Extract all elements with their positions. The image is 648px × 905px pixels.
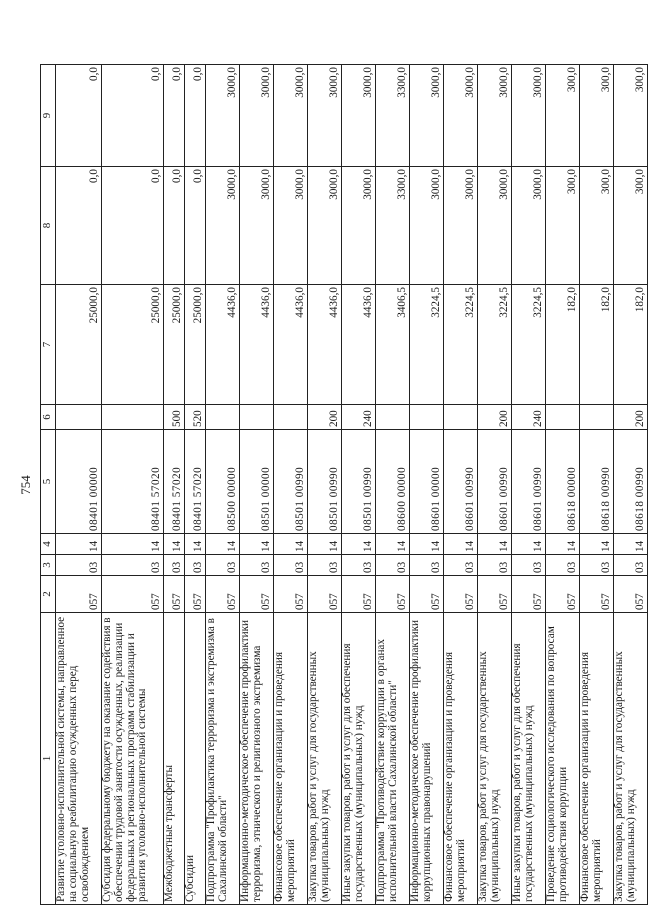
- cell-name: Проведение социологического исследования по вопросам противодействия коррупции: [546, 613, 580, 905]
- column-header: 6: [41, 405, 56, 430]
- cell-csr: 08501 00990: [342, 430, 376, 534]
- table-row: [614, 65, 648, 905]
- column-header: 2: [41, 576, 56, 613]
- cell-v9: 3000,0: [512, 65, 546, 167]
- cell-name: Развитие уголовно-исполнительной системы, направленное на социальную реабилитацию осужденных перед освобождением: [56, 613, 102, 905]
- cell-rz: 03: [546, 555, 580, 576]
- cell-name: Межбюджетные трансферты: [164, 613, 185, 905]
- cell-vr: 200: [308, 405, 342, 430]
- cell-grbs: 057: [580, 576, 614, 613]
- cell-v7: 182,0: [580, 285, 614, 405]
- table-row: [206, 65, 240, 905]
- cell-v9: 0,0: [56, 65, 102, 167]
- cell-rz: 03: [102, 555, 164, 576]
- cell-v9: 3000,0: [410, 65, 444, 167]
- cell-v9: 300,0: [580, 65, 614, 167]
- cell-csr: 08501 00000: [240, 430, 274, 534]
- cell-v9: 300,0: [614, 65, 648, 167]
- cell-csr: 08501 00990: [308, 430, 342, 534]
- cell-csr: 08600 00000: [376, 430, 410, 534]
- cell-v7: 25000,0: [102, 285, 164, 405]
- cell-pr: 14: [185, 534, 206, 555]
- table-row: [102, 65, 164, 905]
- cell-v7: 4436,0: [206, 285, 240, 405]
- cell-pr: 14: [308, 534, 342, 555]
- column-header: 5: [41, 430, 56, 534]
- table-row: [185, 65, 206, 905]
- cell-v7: 182,0: [546, 285, 580, 405]
- cell-name: Закупка товаров, работ и услуг для государственных (муниципальных) нужд: [614, 613, 648, 905]
- cell-rz: 03: [342, 555, 376, 576]
- cell-csr: 08601 00990: [512, 430, 546, 534]
- cell-rz: 03: [274, 555, 308, 576]
- cell-pr: 14: [164, 534, 185, 555]
- cell-grbs: 057: [546, 576, 580, 613]
- cell-vr: [274, 405, 308, 430]
- cell-vr: [56, 405, 102, 430]
- table-row: [274, 65, 308, 905]
- cell-grbs: 057: [240, 576, 274, 613]
- cell-rz: 03: [444, 555, 478, 576]
- cell-v7: 3224,5: [410, 285, 444, 405]
- cell-vr: 500: [164, 405, 185, 430]
- cell-v7: 25000,0: [185, 285, 206, 405]
- cell-v8: 300,0: [580, 167, 614, 285]
- cell-vr: 240: [512, 405, 546, 430]
- cell-grbs: 057: [478, 576, 512, 613]
- cell-rz: 03: [164, 555, 185, 576]
- cell-v8: 3000,0: [444, 167, 478, 285]
- cell-v8: 3000,0: [240, 167, 274, 285]
- cell-v7: 4436,0: [308, 285, 342, 405]
- cell-pr: 14: [614, 534, 648, 555]
- cell-rz: 03: [206, 555, 240, 576]
- budget-table: [40, 64, 648, 905]
- cell-v8: 0,0: [164, 167, 185, 285]
- cell-vr: 200: [614, 405, 648, 430]
- cell-v9: 3000,0: [444, 65, 478, 167]
- cell-pr: 14: [376, 534, 410, 555]
- cell-name: Субсидия федеральному бюджету на оказание содействия в обеспечении трудовой занятости осужденных, реализации федеральных и региональных программ стабилизации и развития уголовно-исполнительной системы: [102, 613, 164, 905]
- cell-name: Информационно-методическое обеспечение профилактики терроризма, этнического и религиозного экстремизма: [240, 613, 274, 905]
- cell-vr: [410, 405, 444, 430]
- cell-v7: 182,0: [614, 285, 648, 405]
- cell-grbs: 057: [444, 576, 478, 613]
- cell-csr: 08601 00990: [444, 430, 478, 534]
- cell-csr: 08618 00990: [580, 430, 614, 534]
- column-header: 8: [41, 167, 56, 285]
- cell-name: Иные закупки товаров, работ и услуг для обеспечения государственных (муниципальных) нужд: [512, 613, 546, 905]
- cell-v8: 3000,0: [206, 167, 240, 285]
- cell-name: Закупка товаров, работ и услуг для государственных (муниципальных) нужд: [308, 613, 342, 905]
- cell-v7: 3224,5: [512, 285, 546, 405]
- cell-rz: 03: [614, 555, 648, 576]
- table-header: [41, 65, 56, 905]
- cell-v9: 3000,0: [308, 65, 342, 167]
- cell-pr: 14: [478, 534, 512, 555]
- cell-v9: 0,0: [102, 65, 164, 167]
- cell-v7: 4436,0: [274, 285, 308, 405]
- cell-v9: 3000,0: [206, 65, 240, 167]
- table-row: [376, 65, 410, 905]
- cell-csr: 08401 57020: [185, 430, 206, 534]
- table-row: [512, 65, 546, 905]
- cell-rz: 03: [580, 555, 614, 576]
- cell-v9: 3000,0: [240, 65, 274, 167]
- cell-v8: 3000,0: [308, 167, 342, 285]
- table-row: [164, 65, 185, 905]
- table-row: [240, 65, 274, 905]
- cell-name: Информационно-методическое обеспечение профилактики коррупционных правонарушений: [410, 613, 444, 905]
- page-number: 754: [18, 475, 33, 495]
- column-header: 4: [41, 534, 56, 555]
- cell-v8: 3000,0: [274, 167, 308, 285]
- cell-v8: 3300,0: [376, 167, 410, 285]
- cell-v9: 0,0: [164, 65, 185, 167]
- cell-vr: 200: [478, 405, 512, 430]
- cell-pr: 14: [546, 534, 580, 555]
- cell-grbs: 057: [206, 576, 240, 613]
- table-row: [56, 65, 102, 905]
- cell-name: Иные закупки товаров, работ и услуг для обеспечения государственных (муниципальных) нужд: [342, 613, 376, 905]
- cell-csr: 08618 00990: [614, 430, 648, 534]
- cell-v9: 300,0: [546, 65, 580, 167]
- rotated-document-page: [18, 65, 647, 905]
- cell-name: Финансовое обеспечение организации и проведения мероприятий: [274, 613, 308, 905]
- cell-vr: [206, 405, 240, 430]
- column-header: 1: [41, 613, 56, 905]
- cell-v9: 3000,0: [478, 65, 512, 167]
- cell-pr: 14: [410, 534, 444, 555]
- cell-csr: 08618 00000: [546, 430, 580, 534]
- table-row: [342, 65, 376, 905]
- table-row: [546, 65, 580, 905]
- cell-grbs: 057: [164, 576, 185, 613]
- column-header: 9: [41, 65, 56, 167]
- table-row: [410, 65, 444, 905]
- cell-csr: 08601 00000: [410, 430, 444, 534]
- cell-vr: [546, 405, 580, 430]
- cell-v8: 3000,0: [478, 167, 512, 285]
- cell-pr: 14: [206, 534, 240, 555]
- cell-csr: 08601 00990: [478, 430, 512, 534]
- cell-rz: 03: [185, 555, 206, 576]
- cell-name: Финансовое обеспечение организации и проведения мероприятий: [444, 613, 478, 905]
- cell-vr: [240, 405, 274, 430]
- cell-v8: 3000,0: [410, 167, 444, 285]
- cell-grbs: 057: [512, 576, 546, 613]
- cell-v7: 3224,5: [478, 285, 512, 405]
- cell-pr: 14: [102, 534, 164, 555]
- cell-v7: 4436,0: [240, 285, 274, 405]
- cell-v8: 300,0: [614, 167, 648, 285]
- cell-v7: 3224,5: [444, 285, 478, 405]
- cell-grbs: 057: [376, 576, 410, 613]
- cell-name: Подпрограмма "Противодействие коррупции в органах исполнительной власти Сахалинской области": [376, 613, 410, 905]
- table-row: [478, 65, 512, 905]
- cell-v9: 3000,0: [274, 65, 308, 167]
- cell-vr: [376, 405, 410, 430]
- table-row: [444, 65, 478, 905]
- cell-pr: 14: [444, 534, 478, 555]
- cell-v8: 3000,0: [512, 167, 546, 285]
- cell-pr: 14: [342, 534, 376, 555]
- column-header: 3: [41, 555, 56, 576]
- table-row: [308, 65, 342, 905]
- cell-v9: 3300,0: [376, 65, 410, 167]
- cell-vr: [444, 405, 478, 430]
- cell-csr: 08401 57020: [164, 430, 185, 534]
- cell-grbs: 057: [56, 576, 102, 613]
- cell-grbs: 057: [308, 576, 342, 613]
- cell-name: Субсидии: [185, 613, 206, 905]
- cell-rz: 03: [512, 555, 546, 576]
- cell-v7: 3406,5: [376, 285, 410, 405]
- cell-pr: 14: [274, 534, 308, 555]
- cell-grbs: 057: [614, 576, 648, 613]
- cell-vr: 240: [342, 405, 376, 430]
- cell-rz: 03: [56, 555, 102, 576]
- cell-csr: 08401 00000: [56, 430, 102, 534]
- cell-vr: 520: [185, 405, 206, 430]
- cell-grbs: 057: [342, 576, 376, 613]
- cell-pr: 14: [56, 534, 102, 555]
- cell-v8: 0,0: [185, 167, 206, 285]
- cell-name: Подпрограмма "Профилактика терроризма и экстремизма в Сахалинской области": [206, 613, 240, 905]
- cell-rz: 03: [478, 555, 512, 576]
- cell-rz: 03: [240, 555, 274, 576]
- cell-v8: 0,0: [56, 167, 102, 285]
- cell-rz: 03: [376, 555, 410, 576]
- cell-pr: 14: [512, 534, 546, 555]
- cell-v8: 0,0: [102, 167, 164, 285]
- cell-grbs: 057: [102, 576, 164, 613]
- cell-csr: 08501 00990: [274, 430, 308, 534]
- cell-vr: [102, 405, 164, 430]
- cell-rz: 03: [410, 555, 444, 576]
- cell-grbs: 057: [185, 576, 206, 613]
- cell-v7: 4436,0: [342, 285, 376, 405]
- table-row: [580, 65, 614, 905]
- cell-csr: 08500 00000: [206, 430, 240, 534]
- cell-v8: 3000,0: [342, 167, 376, 285]
- cell-csr: 08401 57020: [102, 430, 164, 534]
- cell-vr: [580, 405, 614, 430]
- column-header: 7: [41, 285, 56, 405]
- table-body: [56, 65, 648, 905]
- cell-grbs: 057: [274, 576, 308, 613]
- cell-pr: 14: [240, 534, 274, 555]
- cell-rz: 03: [308, 555, 342, 576]
- cell-name: Финансовое обеспечение организации и проведения мероприятий: [580, 613, 614, 905]
- cell-v8: 300,0: [546, 167, 580, 285]
- cell-name: Закупка товаров, работ и услуг для государственных (муниципальных) нужд: [478, 613, 512, 905]
- cell-v9: 3000,0: [342, 65, 376, 167]
- cell-v9: 0,0: [185, 65, 206, 167]
- cell-v7: 25000,0: [164, 285, 185, 405]
- cell-v7: 25000,0: [56, 285, 102, 405]
- cell-pr: 14: [580, 534, 614, 555]
- cell-grbs: 057: [410, 576, 444, 613]
